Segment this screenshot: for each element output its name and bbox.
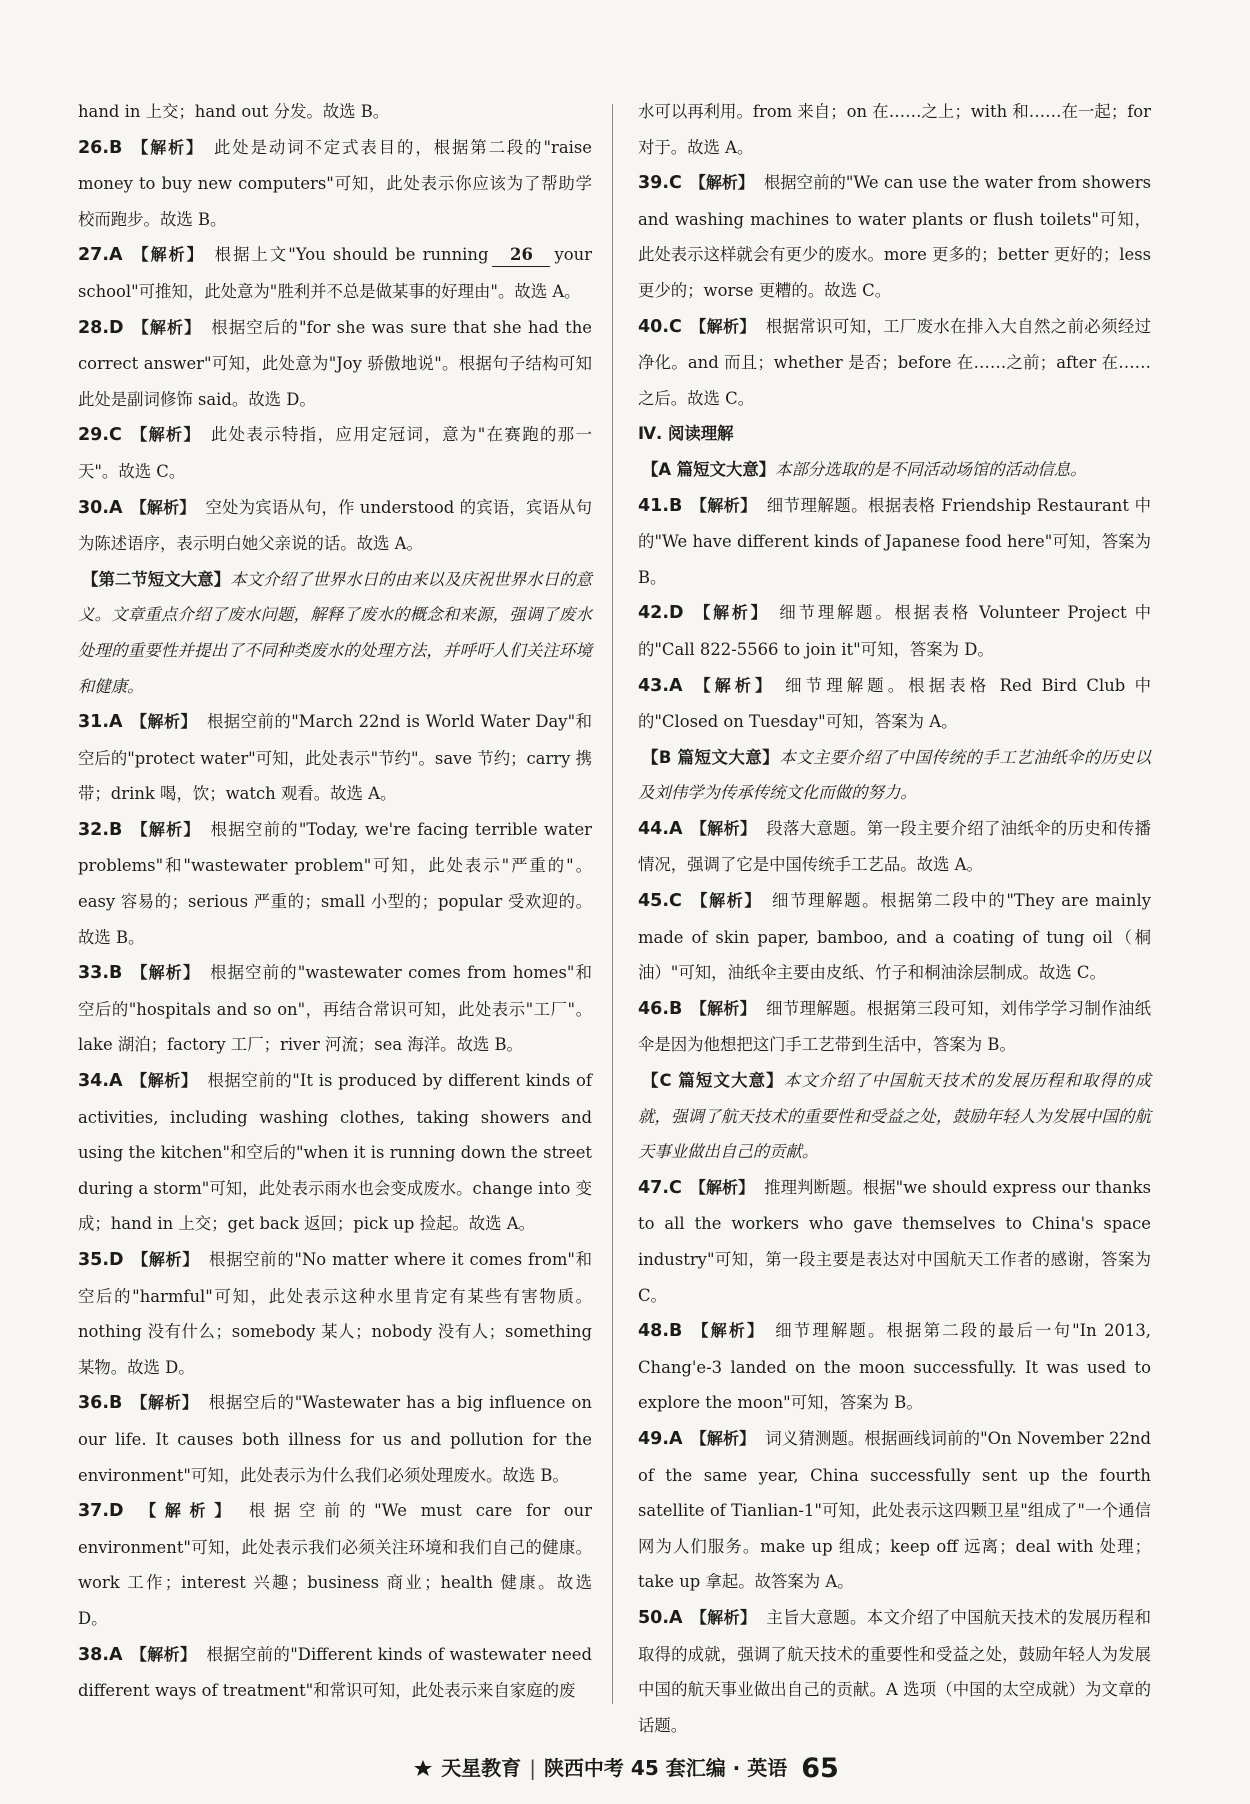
summary-text: 本文介绍了中国航天技术的发展历程和取得的成就，强调了航天技术的重要性和受益之处，鼓励年轻人为发展中国的航天事业做出自己的贡献。	[638, 1071, 1151, 1162]
answer-group-31-38	[78, 704, 592, 1709]
question-number: 34.	[78, 1071, 110, 1092]
footer-separator: |	[529, 1756, 536, 1780]
question-number: 46.	[638, 998, 670, 1019]
section-title-reading: Ⅳ. 阅读理解	[638, 424, 734, 444]
answer-item-36	[78, 1385, 592, 1493]
column-divider	[612, 104, 613, 1704]
answer-item-35	[78, 1242, 592, 1385]
answer-item-46	[638, 991, 1151, 1063]
answer-item-28	[78, 310, 592, 418]
question-number: 40.	[638, 316, 670, 337]
question-number: 44.	[638, 818, 670, 839]
answer-item-45	[638, 883, 1151, 991]
answer-item-38	[78, 1637, 592, 1709]
analysis-tag: 【解析】	[689, 891, 763, 911]
answer-letter: A	[109, 1644, 123, 1665]
answer-letter: C	[669, 891, 682, 912]
answer-letter: A	[669, 1607, 683, 1628]
answer-letter: A	[669, 818, 683, 839]
question-number: 26.	[78, 137, 110, 158]
analysis-text: 细节理解题。根据表格 Friendship Restaurant 中的"We have different kinds of Japanese food here"可知，答案为 B。	[638, 495, 1151, 587]
answer-letter: C	[109, 425, 122, 446]
left-intro-line: hand in 上交；hand out 分发。故选 B。	[78, 102, 390, 121]
analysis-text: 此处是动词不定式表目的，根据第二段的"raise money to buy new computers"可知，此处表示你应该为了帮助学校而跑步。故选 B。	[78, 137, 592, 229]
analysis-tag: 【解析】	[131, 317, 202, 337]
answer-letter: C	[669, 173, 682, 194]
answer-item-42	[638, 595, 1151, 667]
answer-item-34	[78, 1063, 592, 1242]
question-number: 39.	[638, 173, 670, 194]
analysis-tag: 【解析】	[130, 963, 201, 983]
answer-item-31	[78, 704, 592, 812]
analysis-tag: 【解析】	[690, 1607, 757, 1627]
analysis-text: 细节理解题。根据第三段可知，刘伟学学习制作油纸伞是因为他想把这门手工艺带到生活中，答案为 B。	[638, 998, 1151, 1055]
analysis-text: 根据空前的"No matter where it comes from"和空后的"harmful"可知，此处表示这种水里肯定有某些有害物质。nothing 没有什么；somebody 某人；nobody 没有人；something 某物。故选 D。	[78, 1250, 592, 1377]
question-number: 33.	[78, 963, 110, 984]
answer-letter: C	[669, 1177, 682, 1198]
analysis-tag: 【解析】	[689, 173, 754, 193]
analysis-tag: 【解析】	[690, 495, 757, 515]
analysis-text: 细节理解题。根据第二段的最后一句"In 2013, Chang'e-3 landed on the moon successfully. It was used to explore the moon"可知，答案为 B。	[638, 1321, 1151, 1413]
analysis-tag: 【解析】	[690, 1321, 766, 1341]
answer-item-33	[78, 955, 592, 1063]
answer-letter: A	[109, 1071, 123, 1092]
passage-a-summary	[638, 452, 1151, 488]
analysis-tag: 【解析】	[689, 316, 756, 336]
passage-c-summary	[638, 1063, 1151, 1170]
summary-label: 【B 篇短文大意】	[642, 747, 780, 767]
analysis-text: 根据空前的"wastewater comes from homes"和空后的"hospitals and so on"，再结合常识可知，此处表示"工厂"。lake 湖泊；factory 工厂；river 河流；sea 海洋。故选 B。	[78, 963, 592, 1055]
answer-group-26-30	[78, 130, 592, 562]
question-number: 47.	[638, 1177, 670, 1198]
analysis-tag: 【解析】	[130, 712, 197, 732]
analysis-text: 根据空前的"It is produced by different kinds of activities, including washing clothes, taking showers and using the kitchen"和空后的"when it is running down the street during a storm"可知，此处表示雨水也会变成废水。change into 变成；hand in 上交；get back 返回；pick up 捡起。故选 A。	[78, 1071, 592, 1234]
answer-letter: B	[109, 1393, 123, 1414]
answer-item-37	[78, 1493, 592, 1636]
question-number: 28.	[78, 317, 110, 338]
analysis-text: 推理判断题。根据"we should express our thanks to all the workers who gave themselves to China's space industry"可知，第一段主要是表达对中国航天工作者的感谢，答案为 C。	[638, 1177, 1151, 1305]
analysis-text: 根据空前的"March 22nd is World Water Day"和空后的"protect water"可知，此处表示"节约"。save 节约；carry 携带；drink 喝，饮；watch 观看。故选 A。	[78, 712, 592, 804]
summary-text: 本文介绍了世界水日的由来以及庆祝世界水日的意义。文章重点介绍了废水问题，解释了废水的概念和来源，强调了废水处理的重要性并提出了不同种类废水的处理方法，并呼吁人们关注环境和健康。	[78, 569, 593, 696]
answer-letter: B	[669, 1321, 683, 1342]
analysis-text: 细节理解题。根据表格 Volunteer Project 中的"Call 822-5566 to join it"可知，答案为 D。	[638, 603, 1151, 659]
analysis-text: 细节理解题。根据第二段中的"They are mainly made of skin paper, bamboo, and a coating of tung oil（桐油）"可知，油纸伞主要由皮纸、竹子和桐油涂层制成。故选 C。	[638, 891, 1151, 983]
question-number: 48.	[638, 1321, 670, 1342]
answer-letter: B	[109, 137, 123, 158]
analysis-text: 主旨大意题。本文介绍了中国航天技术的发展历程和取得的成就，强调了航天技术的重要性和受益之处，鼓励年轻人为发展中国的航天事业做出自己的贡献。A 选项（中国的太空成就）为文章的话题。	[638, 1607, 1151, 1735]
analysis-text: 根据常识可知，工厂废水在排入大自然之前必须经过净化。and 而且；whether 是否；before 在……之前；after 在……之后。故选 C。	[638, 316, 1151, 408]
question-number: 49.	[638, 1428, 670, 1449]
answer-item-39	[638, 165, 1151, 308]
analysis-text: 词义猜测题。根据画线词前的"On November 22nd of the same year, China successfully sent up the fourth satellite of Tianlian-1"可知，此处表示这四颗卫星"组成了"一个通信网为人们服务。make up 组成；keep off 远离；deal with 处理；take up 拿起。故答案为 A。	[638, 1428, 1151, 1592]
summary-text: 本部分选取的是不同活动场馆的活动信息。	[775, 459, 1087, 479]
analysis-tag: 【解析】	[130, 1393, 199, 1413]
answer-letter: A	[109, 712, 123, 733]
answer-letter: D	[109, 1250, 124, 1270]
answer-item-27	[78, 237, 592, 309]
analysis-text: 此处表示特指，应用定冠词，意为"在赛跑的那一天"。故选 C。	[78, 425, 592, 481]
answer-letter: B	[109, 963, 123, 984]
answer-letter: D	[109, 317, 124, 338]
answer-item-41	[638, 488, 1151, 596]
analysis-tag: 【解析】	[131, 1501, 239, 1521]
question-number: 43.	[638, 675, 670, 696]
answer-item-44	[638, 811, 1151, 883]
left-column	[78, 94, 592, 1709]
analysis-tag: 【解析】	[130, 1071, 198, 1091]
summary-text: 本文主要介绍了中国传统的手工艺油纸伞的历史以及刘伟学为传承传统文化而做的努力。	[638, 747, 1151, 803]
section-2-summary	[78, 562, 592, 704]
analysis-tag: 【解析】	[130, 1644, 197, 1664]
question-number: 32.	[78, 819, 110, 840]
answer-item-47	[638, 1170, 1151, 1313]
blank-number: 26	[492, 244, 550, 267]
page-number: 65	[801, 1753, 839, 1784]
analysis-text: 细节理解题。根据表格 Red Bird Club 中的"Closed on Tuesday"可知，答案为 A。	[638, 675, 1151, 732]
answer-letter: A	[669, 1428, 683, 1449]
answer-item-48	[638, 1313, 1151, 1421]
analysis-text: 段落大意题。第一段主要介绍了油纸伞的历史和传播情况，强调了它是中国传统手工艺品。故选 A。	[638, 818, 1151, 875]
question-number: 50.	[638, 1607, 670, 1628]
answer-letter: B	[109, 819, 123, 840]
analysis-tag: 【解析】	[130, 819, 201, 839]
analysis-tag: 【解析】	[690, 1428, 756, 1448]
analysis-tag: 【解析】	[131, 1250, 200, 1269]
question-number: 41.	[638, 495, 670, 516]
answer-letter: B	[669, 495, 683, 516]
analysis-tag: 【解析】	[130, 245, 205, 265]
analysis-text: 根据空后的"for she was sure that she had the correct answer"可知，此处意为"Joy 骄傲地说"。根据句子结构可知此处是副词修饰 said。故选 D。	[78, 317, 592, 409]
answer-letter: A	[669, 675, 683, 696]
analysis-text: 根据空前的"We must care for our environment"可知，此处表示我们必须关注环境和我们自己的健康。work 工作；interest 兴趣；business 商业；health 健康。故选 D。	[78, 1501, 592, 1628]
brand-name: 天星教育	[441, 1756, 522, 1780]
analysis-tag: 【解析】	[690, 818, 757, 838]
question-number: 30.	[78, 497, 110, 518]
analysis-tag: 【解析】	[130, 497, 196, 517]
question-number: 29.	[78, 425, 110, 446]
answer-letter: B	[669, 998, 683, 1019]
answer-letter: A	[109, 245, 123, 266]
answer-item-40	[638, 309, 1151, 417]
analysis-text: 根据空后的"Wastewater has a big influence on our life. It causes both illness for us and pollution for the environment"可知，此处表示为什么我们必须处理废水。故选 B。	[78, 1393, 592, 1485]
question-number: 38.	[78, 1644, 110, 1665]
question-number: 45.	[638, 891, 670, 912]
question-number: 36.	[78, 1393, 110, 1414]
passage-b-summary	[638, 740, 1151, 811]
summary-label: 【A 篇短文大意】	[642, 459, 776, 479]
analysis-tag: 【解析】	[690, 998, 757, 1018]
analysis-tag: 【解析】	[129, 425, 201, 445]
answer-letter: D	[109, 1501, 124, 1522]
analysis-tag: 【解析】	[130, 137, 204, 157]
answer-letter: D	[669, 603, 684, 624]
analysis-text: 根据空前的"Today, we're facing terrible water problems"和"wastewater problem"可知，此处表示"严重的"。easy 容易的；serious 严重的；small 小型的；popular 受欢迎的。故选 B。	[78, 819, 592, 947]
question-number: 35.	[78, 1250, 110, 1270]
analysis-tag: 【解析】	[691, 603, 770, 623]
brand-logo-icon	[411, 1759, 435, 1777]
page-footer	[0, 1752, 1250, 1784]
right-column	[638, 94, 1151, 1743]
question-number: 27.	[78, 245, 110, 266]
analysis-text: 根据空前的"Different kinds of wastewater need different ways of treatment"和常识可知，此处表示来自家庭的废	[78, 1644, 592, 1701]
summary-label: 【C 篇短文大意】	[642, 1071, 784, 1091]
answer-item-50	[638, 1600, 1151, 1743]
answer-item-29	[78, 417, 592, 489]
analysis-text-post: your school"可推知，此处意为"胜利并不总是做某事的好理由"。故选 A。	[78, 245, 592, 301]
answer-item-30	[78, 490, 592, 562]
question-number: 42.	[638, 603, 670, 624]
answer-item-49	[638, 1421, 1151, 1600]
question-number: 31.	[78, 712, 110, 733]
question-number: 37.	[78, 1501, 110, 1522]
answer-letter: C	[669, 316, 682, 337]
analysis-text-pre: 根据上文"You should be running	[214, 245, 489, 265]
right-intro-line: 水可以再利用。from 来自；on 在……之上；with 和……在一起；for 对于。故选 A。	[638, 102, 1151, 157]
book-series: 陕西中考 45 套汇编 · 英语	[543, 1756, 788, 1780]
analysis-text: 空处为宾语从句，作 understood 的宾语，宾语从句为陈述语序，表示明白她父亲说的话。故选 A。	[78, 497, 592, 554]
answer-item-32	[78, 812, 592, 955]
answer-item-26	[78, 130, 592, 238]
answer-item-43	[638, 668, 1151, 740]
summary-label: 【第二节短文大意】	[82, 569, 231, 589]
analysis-tag: 【解析】	[689, 1177, 755, 1197]
analysis-text: 根据空前的"We can use the water from showers and washing machines to water plants or flush toilets"可知，此处表示这样就会有更少的废水。more 更多的；better 更好的；less 更少的；worse 更糟的。故选 C。	[638, 173, 1152, 300]
answer-letter: A	[109, 497, 123, 518]
analysis-tag: 【解析】	[690, 675, 776, 695]
